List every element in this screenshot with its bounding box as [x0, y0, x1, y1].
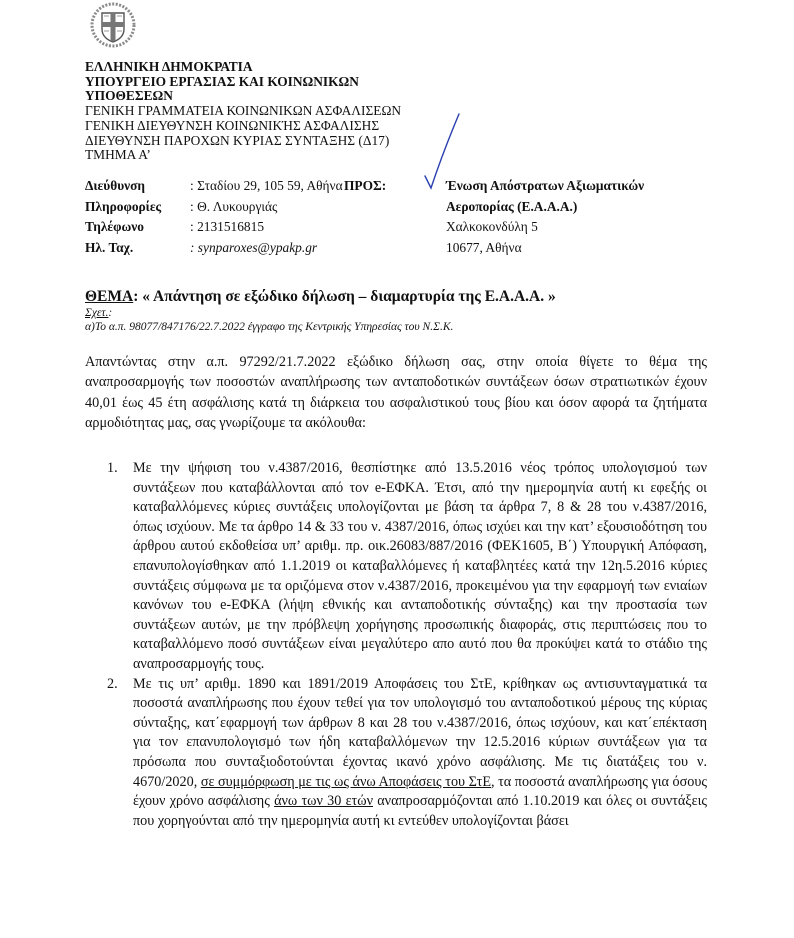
- list-item: [107, 459, 707, 675]
- header-line: ΔΙΕΥΘΥΝΣΗ ΠΑΡΟΧΩΝ ΚΥΡΙΑΣ ΣΥΝΤΑΞΗΣ (Δ17): [85, 132, 390, 148]
- header-line: ΓΕΝΙΚΗ ΔΙΕΥΘΥΝΣΗ ΚΟΙΝΩΝΙΚΉΣ ΑΣΦΑΛΙΣΗΣ: [85, 117, 380, 133]
- related-item: α)Το α.π. 98077/847176/22.7.2022 έγγραφο της Κεντρικής Υπηρεσίας του Ν.Σ.Κ.: [85, 320, 454, 333]
- issuer-header: [85, 60, 401, 163]
- contact-label: Πληροφορίες: [85, 198, 162, 214]
- underlined-phrase: άνω των 30 ετών: [274, 793, 373, 810]
- greek-coat-of-arms-icon: [88, 2, 138, 48]
- recipient-block: [446, 176, 644, 258]
- underlined-phrase: σε συμμόρφωση με τις ως άνω Αποφάσεις του ΣτΕ: [200, 773, 491, 790]
- recipient-name: Ένωση Απόστρατων Αξιωματικών: [446, 178, 645, 193]
- header-line: ΓΕΝΙΚΗ ΓΡΑΜΜΑΤΕΙΑ ΚΟΙΝΩΝΙΚΩΝ ΑΣΦΑΛΙΣΕΩΝ: [85, 103, 402, 119]
- recipient-label: ΠΡΟΣ:: [344, 178, 387, 193]
- recipient-city: 10677, Αθήνα: [446, 239, 522, 255]
- list-item-number: 1.: [107, 460, 118, 476]
- subject-label: ΘΕΜΑ: [85, 288, 134, 305]
- contact-label: Τηλέφωνο: [85, 219, 144, 234]
- contact-row-address: [85, 176, 343, 197]
- subject-text: : « Απάντηση σε εξώδικο δήλωση – διαμαρτυρία της Ε.Α.Α.Α. »: [133, 288, 556, 305]
- header-line: ΕΛΛΗΝΙΚΗ ΔΗΜΟΚΡΑΤΙΑ: [85, 59, 253, 74]
- list-item-text: αναπροσαρμόζονται από 1.10.2019 και όλες οι συντάξεις που χορηγούνται από την ημερομηνία αυτή κι εντεύθεν υπολογίζονται βάσει: [133, 793, 707, 829]
- subject-line: [85, 288, 556, 306]
- list-item-number: 2.: [107, 675, 118, 692]
- recipient-name: Αεροπορίας (Ε.Α.Α.Α.): [446, 198, 578, 214]
- intro-paragraph: Απαντώντας στην α.π. 97292/21.7.2022 εξώδικο δήλωση σας, στην οποία θίγετε το θέμα της αναπροσαρμογής των ποσοστών αναπλήρωσης των ανταποδοτικών συντάξεων όσων στρατιωτικών έχουν 40,01 έως 45 έτη ασφάλισης κατά τη διάρκεια του ασφαλιστικού τους βίου και όσον αφορά τα ζητήματα αρμοδιότητας μας, σας γνωρίζουμε τα ακόλουθα:: [85, 354, 707, 432]
- list-item-text: Με την ψήφιση του ν.4387/2016, θεσπίστηκε από 13.5.2016 νέος τρόπος υπολογισμού των συντάξεων που καταβάλλονται από τον e-ΕΦΚΑ. Έτσι, από την ημερομηνία αυτή κι εφεξής οι καταβαλλόμενες κύριες συντάξεις υπολογίζονται με βάση τα άρθρα 7, 8 & 28 του ν.4387/2016, όπως ισχύουν. Με τα άρθρο 14 & 33 του ν. 4387/2016, όπως ισχύει και την κατ’ εξουσιοδότηση του άρθρου αυτού εκδοθείσα υπ’ αριθμ. πρ. οικ.26083/887/2016 (ΦΕΚ1605, Β΄) Υπουργική Απόφαση, επανυπολογίσθηκαν από 1.1.2019 οι καταβαλλόμενες ή καταβλητέες κατά την 12η.5.2016 κύριες συντάξεις σύμφωνα με τα οριζόμενα στον ν.4387/2016, προκειμένου για την εφαρμογή των ενιαίων κανόνων του e-ΕΦΚΑ (λήψη εθνικής και ανταποδοτικής σύνταξης) και την προστασία των συντάξεων αυτών, με την πρόβλεψη χορήγησης προσωπικής διαφοράς, στις περιπτώσεις που το καταβαλλόμενο ποσό συντάξεων είναι μεγαλύτερο απο αυτό που θα προκύψει κατά το στάδιο της αναπροσαρμογής τους.: [133, 460, 707, 672]
- contact-row-email: [85, 238, 343, 259]
- header-line: ΥΠΟΘΕΣΕΩΝ: [85, 88, 173, 104]
- contact-value: : Θ. Λυκουργιάς: [190, 198, 278, 214]
- contact-value: : 2131516815: [190, 219, 265, 234]
- recipient-street: Χαλκοκονδύλη 5: [446, 219, 538, 234]
- related-label: Σχετ.: [85, 307, 109, 319]
- related-suffix: :: [108, 307, 113, 319]
- contact-block: [85, 176, 343, 258]
- email-link[interactable]: : synparoxes@ypakp.gr: [190, 239, 318, 255]
- contact-row-phone: [85, 217, 343, 238]
- contact-value: : Σταδίου 29, 105 59, Αθήνα: [190, 178, 343, 193]
- header-line: ΤΜΗΜΑ Α’: [85, 147, 151, 163]
- list-item-text: , τα ποσοστά αναπλήρωσης για όσους έχουν χρόνο ασφάλισης: [133, 773, 707, 810]
- header-line: ΥΠΟΥΡΓΕΙΟ ΕΡΓΑΣΙΑΣ ΚΑΙ ΚΟΙΝΩΝΙΚΩΝ: [85, 73, 359, 89]
- list-item-text: Με τις υπ’ αριθμ. 1890 και 1891/2019 Αποφάσεις του ΣτΕ, κρίθηκαν ως αντισυνταγματικά τα ποσοστά αναπλήρωσης που έχουν τεθεί για τον υπολογισμό του ανταποδοτικού μέρους της κύριας σύνταξης, κατ΄εφαρμογή των άρθρων 8 και 28 του ν.4387/2016, όπως ισχύουν, και κατ΄επέκταση για τον επανυπολογισμό των ήδη καταβαλλόμενων την 12.5.2016 κύριων συντάξεων για τα πρόσωπα που συνταξιοδοτούνται έχοντας ικανό χρόνο ασφάλισης. Με τις διατάξεις του ν. 4670/2020,: [133, 675, 707, 790]
- contact-label: Ηλ. Ταχ.: [85, 239, 134, 255]
- contact-label: Διεύθυνση: [85, 178, 146, 193]
- related-references: [85, 307, 453, 334]
- numbered-list: [107, 459, 707, 831]
- list-item: [107, 675, 707, 832]
- contact-row-info: [85, 197, 343, 218]
